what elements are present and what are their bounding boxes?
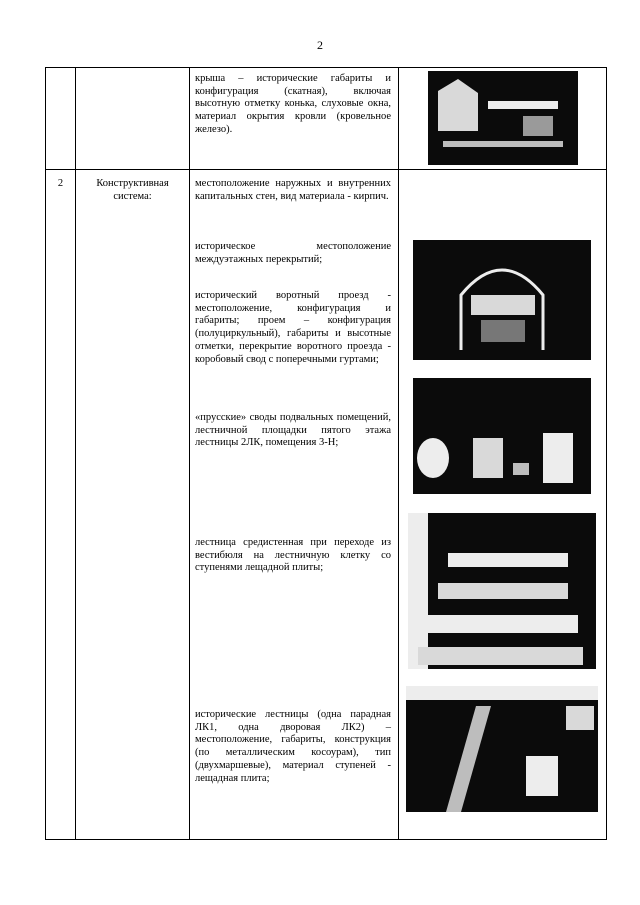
table-right-border	[606, 67, 607, 840]
column-divider-2	[189, 67, 190, 840]
floors-description: историческое местоположение междуэтажных перекрытий;	[195, 241, 391, 265]
stone-stair-photo	[408, 513, 596, 669]
column-divider-3	[398, 67, 399, 840]
vaults-description: «прусские» своды подвальных помещений, лестничной площадки пятого этажа лестницы 2ЛК, помещения 3-Н;	[195, 412, 391, 449]
gateway-arch-photo	[413, 240, 591, 360]
midwall-stair-description: лестница средистенная при переходе из вестибюля на лестничную клетку со ступенями лещадной плиты;	[195, 537, 391, 574]
row-divider	[45, 169, 607, 170]
table-top-border	[45, 67, 607, 68]
table-bottom-border	[45, 839, 607, 840]
row-number: 2	[57, 178, 64, 189]
staircases-description: исторические лестницы (одна парадная ЛК1, одна дворовая ЛК2) – местоположение, габариты, конструкция (по металлическим косоурам), тип (двухмаршевые), материал ступеней - лещадная плита;	[195, 709, 391, 784]
walls-description: местоположение наружных и внутренних капитальных стен, вид материала - кирпич.	[195, 178, 391, 202]
page-number: 2	[317, 38, 323, 52]
roof-photo	[428, 71, 578, 165]
element-name: Конструктивная система:	[96, 178, 169, 202]
column-divider-1	[75, 67, 76, 840]
vaulted-basement-photo	[413, 378, 591, 494]
gateway-description: исторический воротный проезд - местоположение, конфигурация и габариты; проем – конфигурация (полуциркульный), габариты и высотные отметки, перекрытие воротного проезда - коробовый свод с поперечными гуртами;	[195, 290, 391, 365]
staircase-photo	[406, 686, 598, 812]
roof-description: крыша – исторические габариты и конфигурация (скатная), включая высотную отметку конька, слуховые окна, материал окрытия кровли (кровельное железо).	[195, 73, 391, 135]
